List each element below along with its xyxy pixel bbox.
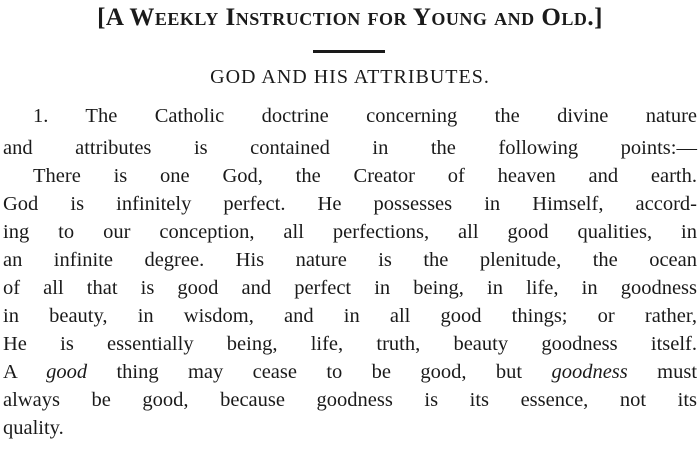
text-line-3: There is one God, the Creator of heaven and earth. xyxy=(33,165,697,187)
article-title: GOD AND HIS ATTRIBUTES. xyxy=(210,66,490,88)
page-header: [A Weekly Instruction for Young and Old.] xyxy=(97,4,603,31)
text-line-4: God is infinitely perfect. He possesses in Himself, accord- xyxy=(3,193,697,215)
divider-rule xyxy=(313,50,385,53)
line10-italic-goodness: goodness xyxy=(551,361,628,383)
line10-word-a: A xyxy=(3,361,17,383)
text-line-6: an infinite degree. His nature is the plenitude, the ocean xyxy=(3,249,697,271)
line10-end: must xyxy=(657,361,698,383)
text-line-12: quality. xyxy=(3,417,64,439)
text-line-7: of all that is good and perfect in being, in life, in goodness xyxy=(3,277,697,299)
text-line-1: 1. The Catholic doctrine concerning the divine nature xyxy=(33,105,697,127)
text-line-9: He is essentially being, life, truth, beauty goodness itself. xyxy=(3,333,697,355)
text-line-5: ing to our conception, all perfections, all good qualities, in xyxy=(3,221,697,243)
line10-middle: thing may cease to be good, but xyxy=(116,361,523,383)
text-line-11: always be good, because goodness is its essence, not its xyxy=(3,389,697,411)
text-line-8: in beauty, in wisdom, and in all good things; or rather, xyxy=(3,305,697,327)
text-line-2: and attributes is contained in the following points:— xyxy=(3,137,697,159)
line10-italic-good: good xyxy=(46,361,88,383)
text-line-10 xyxy=(3,360,697,384)
